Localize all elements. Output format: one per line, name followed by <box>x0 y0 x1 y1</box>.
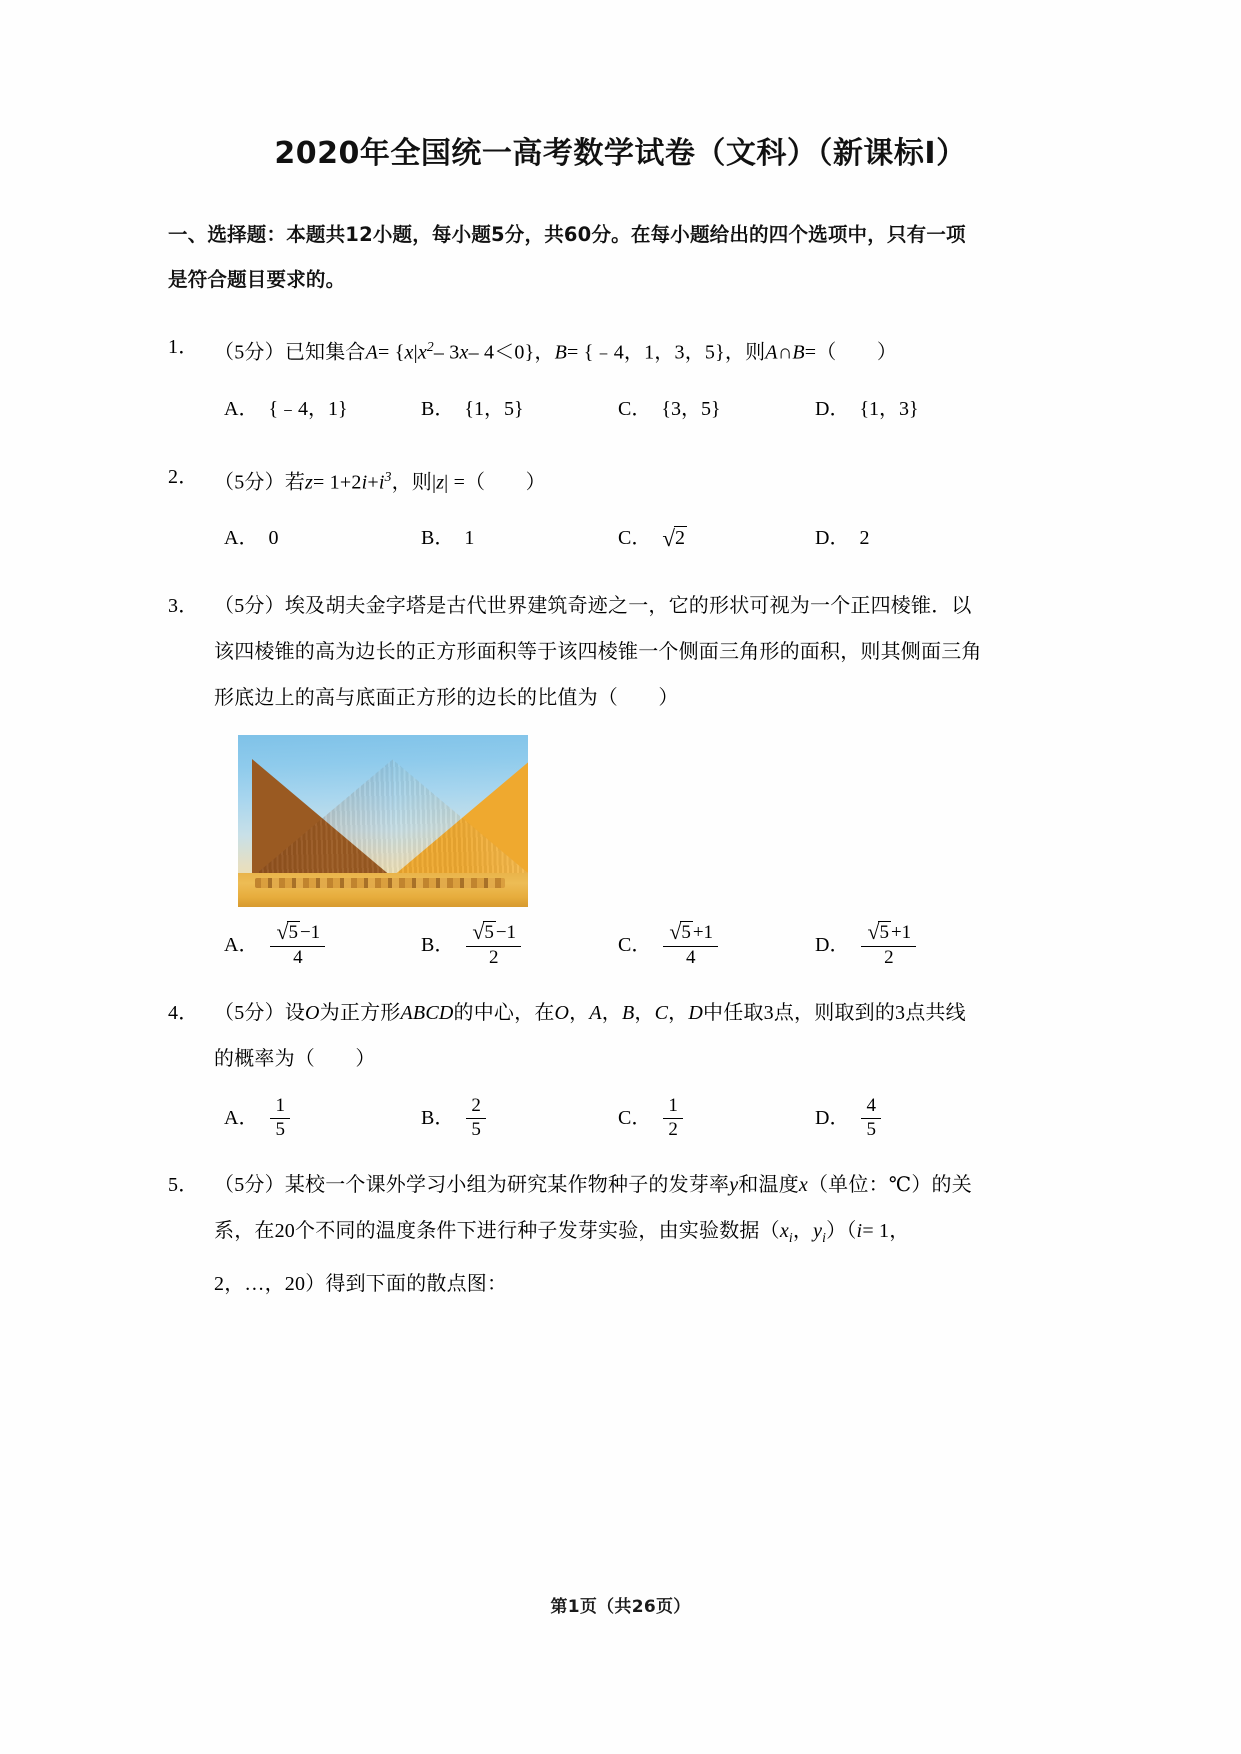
desert-ground <box>238 873 528 907</box>
q1-var-x2: x <box>417 341 427 364</box>
q1-pow: 2 <box>426 339 434 354</box>
option-B-radicand: 5 <box>484 922 494 944</box>
q1-t3: – 3 <box>433 341 460 364</box>
q1-t5: = {﹣4，1，3，5}，则 <box>567 341 766 364</box>
pyramid-photo <box>238 735 528 907</box>
q4-c1: ， <box>569 1002 590 1025</box>
option-A-value: {﹣4，1} <box>268 397 348 420</box>
question-4-line-1 <box>214 990 1073 1036</box>
page-title: 2020年全国统一高考数学试卷（文科）（新课标Ⅰ） <box>274 136 967 171</box>
question-3-option-B[interactable] <box>421 921 618 968</box>
option-D-denominator: 2 <box>884 946 894 968</box>
q2-var-z2: z <box>436 471 445 494</box>
sqrt-icon: √ 5 <box>867 920 889 945</box>
option-A-numerator <box>270 921 325 946</box>
option-B-fraction <box>466 921 521 968</box>
option-B-label: B． <box>421 527 455 550</box>
option-D-fraction <box>861 1096 881 1140</box>
question-5-number: 5． <box>168 1174 199 1197</box>
sqrt-icon: √ 5 <box>472 920 494 945</box>
q4-var-A: A <box>589 1002 602 1025</box>
option-D-sign: +1 <box>890 922 912 944</box>
section-heading-line-2: 是符合题目要求的。 <box>168 268 346 291</box>
option-B-value: {1，5} <box>464 397 524 420</box>
option-C-denominator: 2 <box>668 1118 678 1140</box>
q5-t2: 和温度 <box>738 1174 799 1197</box>
q2-var-i: i <box>361 471 368 494</box>
question-4-line-2: 的概率为（ ） <box>214 1048 376 1071</box>
question-2-option-C[interactable] <box>618 515 815 561</box>
question-1-score: （5分） <box>214 341 285 364</box>
sqrt-icon: √ 5 <box>669 920 691 945</box>
q5-c1: ， <box>792 1220 814 1243</box>
question-1-number: 1． <box>168 336 199 358</box>
option-B-fraction <box>466 1096 486 1140</box>
q1-var-A2: A <box>765 341 778 364</box>
q1-var-A: A <box>365 341 379 364</box>
question-3-line-3: 形底边上的高与底面正方形的边长的比值为（ ） <box>214 687 679 710</box>
question-3-score: （5分） <box>214 595 285 618</box>
q1-var-x3: x <box>459 341 469 364</box>
option-C-denominator: 4 <box>685 946 696 968</box>
q5-t4: 系，在20个不同的温度条件下进行种子发芽实验，由实验数据（ <box>214 1220 780 1243</box>
option-B-numerator <box>466 921 521 946</box>
q1-intersect-symbol: ∩ <box>777 341 793 364</box>
option-C-label: C． <box>618 933 652 956</box>
question-4-stem <box>214 990 1073 1082</box>
option-A-label: A． <box>224 1107 259 1130</box>
question-4-number: 4． <box>168 1002 199 1025</box>
option-A-fraction <box>270 1096 290 1140</box>
option-D-label: D． <box>815 933 850 956</box>
question-2-options <box>168 515 1073 561</box>
question-4-options <box>168 1096 1073 1140</box>
question-4-option-C[interactable] <box>618 1096 815 1140</box>
question-5-score: （5分） <box>214 1174 285 1197</box>
sqrt-icon: √ 2 <box>662 526 685 552</box>
q2-var-z: z <box>305 471 313 494</box>
option-B-value: 1 <box>464 527 475 550</box>
option-D-value: {1，3} <box>859 397 919 420</box>
q2-var-i2: i <box>378 471 385 494</box>
question-1-option-D[interactable] <box>815 386 1012 432</box>
q1-t1: 已知集合 <box>284 341 366 364</box>
q4-t1: 设 <box>284 1002 306 1025</box>
q4-t3: 的中心，在 <box>453 1002 555 1025</box>
q5-var-yi: y <box>813 1220 823 1243</box>
question-2-option-D[interactable] <box>815 515 1012 561</box>
option-A-radicand: 5 <box>288 922 298 944</box>
q5-t6: = 1， <box>862 1220 910 1243</box>
question-1-stem <box>214 324 1073 376</box>
q1-t6: =（ ） <box>804 341 898 364</box>
option-A-label: A． <box>224 933 259 956</box>
q4-var-B: B <box>622 1002 635 1025</box>
option-C-sign: +1 <box>692 922 714 944</box>
q5-sub-i2: i <box>822 1230 827 1246</box>
q2-t4: | =（ ） <box>444 471 546 494</box>
q4-c2: ， <box>601 1002 622 1025</box>
q1-bar: | <box>413 341 418 364</box>
option-D-numerator <box>861 921 916 946</box>
sqrt-icon: √ 5 <box>276 920 298 945</box>
option-D-value: 2 <box>859 527 870 550</box>
option-C-numerator: 1 <box>663 1096 683 1119</box>
q4-var-O2: O <box>554 1002 570 1025</box>
question-4-option-D[interactable] <box>815 1096 1012 1140</box>
q2-pow: 3 <box>384 468 392 484</box>
q5-sub-i1: i <box>788 1230 793 1246</box>
option-C-radicand: 2 <box>674 527 685 550</box>
question-1 <box>168 324 1073 376</box>
question-5 <box>168 1162 1073 1307</box>
question-3-stem <box>214 583 1073 721</box>
q4-var-O: O <box>305 1002 320 1025</box>
option-B-denominator: 2 <box>488 946 499 968</box>
question-3-options <box>168 921 1073 968</box>
question-3-option-D[interactable] <box>815 921 1012 968</box>
q1-t2: = { <box>378 341 405 364</box>
q4-var-C: C <box>654 1002 669 1025</box>
question-5-line-3: 2，…，20）得到下面的散点图： <box>214 1273 508 1296</box>
section-heading <box>168 212 1073 302</box>
q5-var-i: i <box>856 1220 863 1243</box>
option-D-label: D． <box>815 527 850 550</box>
option-A-denominator: 4 <box>293 946 303 968</box>
question-4-option-A[interactable] <box>224 1096 421 1140</box>
option-A-sign: −1 <box>299 922 321 944</box>
option-B-numerator: 2 <box>466 1096 486 1119</box>
q4-t4: 中任取3点，则取到的3点共线 <box>703 1002 966 1025</box>
question-3-line-1 <box>214 583 1073 629</box>
q4-var-D: D <box>688 1002 704 1025</box>
option-A-numerator: 1 <box>270 1096 290 1119</box>
option-D-radicand: 5 <box>879 922 889 944</box>
q2-t2: = 1+2 <box>313 471 362 494</box>
q4-t2: 为正方形 <box>319 1002 401 1025</box>
question-5-stem <box>214 1162 1073 1307</box>
question-5-line-1 <box>214 1162 1073 1208</box>
option-C-fraction <box>663 921 718 968</box>
question-1-option-A[interactable] <box>224 386 421 432</box>
option-C-label: C． <box>618 397 652 420</box>
question-5-line-2 <box>214 1208 1073 1261</box>
option-C-label: C． <box>618 1107 652 1130</box>
q5-t5: ）（ <box>826 1220 857 1243</box>
q1-var-B: B <box>554 341 568 364</box>
option-C-radicand: 5 <box>681 922 691 944</box>
q5-var-y: y <box>729 1174 739 1197</box>
option-C-fraction <box>663 1096 683 1140</box>
question-2-score: （5分） <box>214 471 285 494</box>
question-2 <box>168 454 1073 506</box>
q5-t1: 某校一个课外学习小组为研究某作物种子的发芽率 <box>284 1174 730 1197</box>
question-4 <box>168 990 1073 1082</box>
q2-t1: 若 <box>284 471 306 494</box>
q2-plus: + <box>367 471 379 494</box>
q5-var-xi: x <box>779 1220 789 1243</box>
option-D-fraction <box>861 921 916 968</box>
section-heading-line-1: 一、选择题：本题共12小题，每小题5分，共60分。在每小题给出的四个选项中，只有一项 <box>168 223 966 246</box>
q5-var-x: x <box>798 1174 808 1197</box>
option-A-fraction <box>270 921 325 968</box>
option-A-value: 0 <box>268 527 279 550</box>
question-2-number: 2． <box>168 465 199 488</box>
option-D-label: D． <box>815 1107 850 1130</box>
question-3-number: 3． <box>168 595 199 618</box>
option-A-denominator: 5 <box>275 1118 285 1140</box>
option-D-numerator: 4 <box>861 1096 881 1119</box>
option-B-label: B． <box>421 933 455 956</box>
question-1-options <box>168 386 1073 432</box>
option-A-label: A． <box>224 397 259 420</box>
q4-c3: ， <box>634 1002 655 1025</box>
pyramid-left-face <box>252 759 392 877</box>
pyramid-right-face <box>392 759 528 877</box>
option-B-label: B． <box>421 397 455 420</box>
option-D-label: D． <box>815 397 850 420</box>
q1-var-x: x <box>404 341 414 364</box>
question-2-option-B[interactable] <box>421 515 618 561</box>
q2-t3: ，则| <box>391 471 437 494</box>
q3-text-1: 埃及胡夫金字塔是古代世界建筑奇迹之一，它的形状可视为一个正四棱锥．以 <box>284 595 972 618</box>
question-3-option-C[interactable] <box>618 921 815 968</box>
q5-t3: （单位：℃）的关 <box>807 1174 972 1197</box>
q1-var-B2: B <box>792 341 805 364</box>
question-3-option-A[interactable] <box>224 921 421 968</box>
question-2-option-A[interactable] <box>224 515 421 561</box>
question-3 <box>168 583 1073 907</box>
page-content <box>168 0 1073 1307</box>
option-A-label: A． <box>224 527 259 550</box>
question-1-option-C[interactable] <box>618 386 815 432</box>
option-B-denominator: 5 <box>471 1118 481 1140</box>
page-footer: 第1页（共26页） <box>550 1597 691 1617</box>
option-D-denominator: 5 <box>866 1118 876 1140</box>
q4-c4: ， <box>668 1002 689 1025</box>
question-2-stem <box>214 454 1073 506</box>
option-C-label: C． <box>618 527 652 550</box>
question-4-option-B[interactable] <box>421 1096 618 1140</box>
option-B-label: B． <box>421 1107 455 1130</box>
question-1-option-B[interactable] <box>421 386 618 432</box>
option-B-sign: −1 <box>495 922 517 944</box>
question-3-line-2: 该四棱锥的高为边长的正方形面积等于该四棱锥一个侧面三角形的面积，则其侧面三角 <box>214 641 982 664</box>
option-C-numerator <box>663 921 718 946</box>
q4-var-ABCD: ABCD <box>400 1002 454 1025</box>
option-C-value: {3，5} <box>661 397 721 420</box>
question-4-score: （5分） <box>214 1002 285 1025</box>
q1-t4: – 4＜0}， <box>468 341 555 364</box>
